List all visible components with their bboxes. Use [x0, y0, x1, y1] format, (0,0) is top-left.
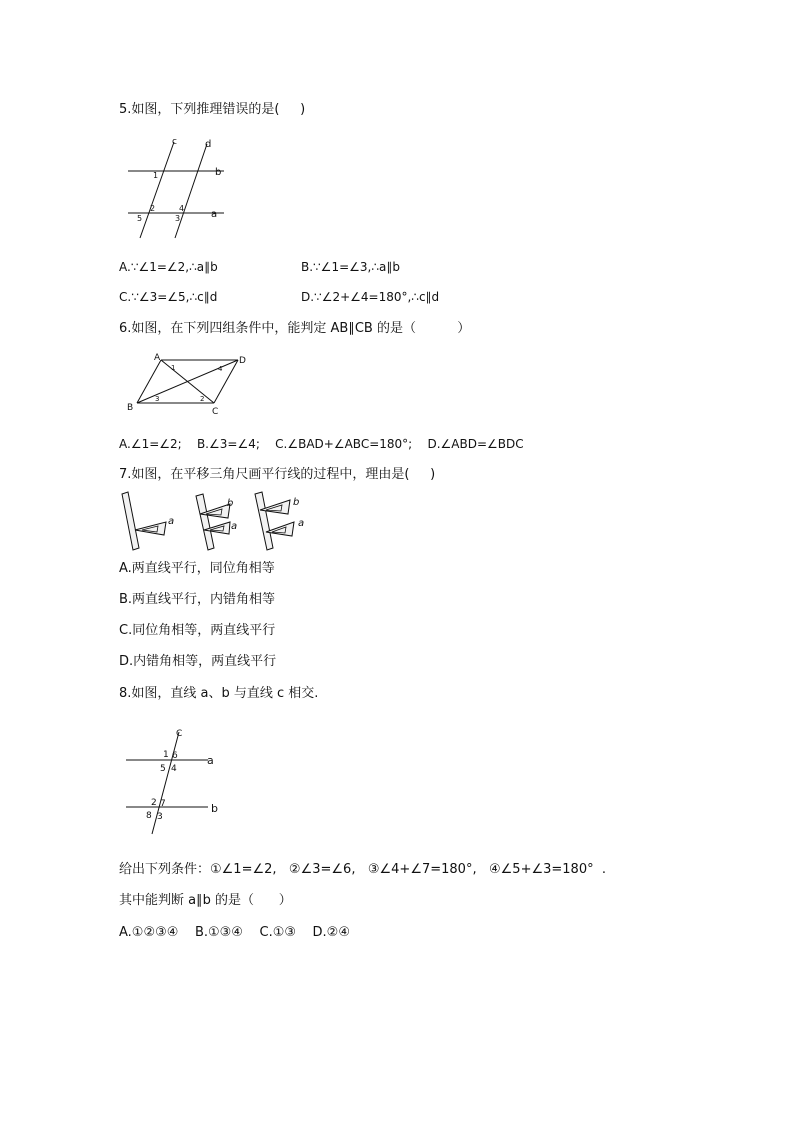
- q5-option-a: A.∵∠1=∠2,∴a∥b: [119, 260, 218, 274]
- q8-angle-4: 4: [171, 764, 177, 774]
- q8-angle-6: 6: [172, 751, 178, 761]
- q5-angle-1: 1: [153, 171, 159, 180]
- q6-angle-3: 3: [155, 395, 160, 403]
- q8-stem: 8.如图，直线 a、b 与直线 c 相交.: [119, 686, 319, 701]
- q7-ruler-2: [196, 494, 230, 550]
- q6-angle-2: 2: [200, 395, 205, 403]
- q7-option-a: A.两直线平行，同位角相等: [119, 561, 275, 576]
- q8-angle-2: 2: [151, 798, 157, 808]
- q8-angle-5: 5: [160, 764, 166, 774]
- q5-angle-2: 2: [150, 204, 156, 213]
- q8-angle-7: 7: [160, 799, 166, 809]
- q7-panel3-label-b: b: [293, 497, 300, 508]
- q6-options: A.∠1=∠2; B.∠3=∠4; C.∠BAD+∠ABC=180°; D.∠ABD=∠BDC: [119, 437, 524, 451]
- q5-figure: [120, 132, 230, 242]
- q6-label-a: A: [154, 353, 161, 363]
- q6-figure: [124, 350, 254, 420]
- q7-panel3-label-a: a: [298, 518, 305, 529]
- q8-conditions: 给出下列条件：①∠1=∠2, ②∠3=∠6, ③∠4+∠7=180°, ④∠5+∠3=180° .: [119, 862, 606, 877]
- q8-options: A.①②③④ B.①③④ C.①③ D.②④: [119, 925, 350, 940]
- q8-label-b: b: [211, 802, 218, 815]
- q7-ruler-3: [255, 492, 294, 550]
- q7-option-b: B.两直线平行，内错角相等: [119, 592, 276, 607]
- q7-stem: 7.如图，在平移三角尺画平行线的过程中，理由是( ): [119, 467, 436, 482]
- q5-angle-5: 5: [137, 214, 143, 223]
- q7-option-d: D.内错角相等，两直线平行: [119, 654, 277, 669]
- q5-label-d: d: [205, 139, 212, 150]
- q5-label-a: a: [211, 209, 218, 220]
- q7-panel2-label-b: b: [227, 498, 234, 509]
- q6-angle-4: 4: [218, 365, 223, 373]
- q7-option-c: C.同位角相等，两直线平行: [119, 623, 276, 638]
- q8-question: 其中能判断 a∥b 的是（ ）: [119, 893, 292, 908]
- q8-label-a: a: [207, 754, 214, 767]
- q5-angle-3: 3: [175, 214, 181, 223]
- q8-angle-3: 3: [157, 812, 163, 822]
- q8-angle-8: 8: [146, 811, 152, 821]
- q8-angle-1: 1: [163, 750, 169, 760]
- q5-angle-4: 4: [179, 204, 185, 213]
- q5-label-c: c: [172, 137, 177, 147]
- q6-stem: 6.如图，在下列四组条件中，能判定 AB∥CB 的是（ ）: [119, 321, 471, 336]
- q5-option-c: C.∵∠3=∠5,∴c∥d: [119, 290, 218, 304]
- q7-ruler-1: [122, 492, 166, 550]
- q7-panel2-label-a: a: [231, 521, 238, 532]
- q5-option-d: D.∵∠2+∠4=180°,∴c∥d: [301, 290, 440, 304]
- q5-stem: 5.如图，下列推理错误的是( ): [119, 102, 306, 117]
- q7-figure: [118, 490, 318, 552]
- q5-option-b: B.∵∠1=∠3,∴a∥b: [301, 260, 400, 274]
- q6-label-c: C: [212, 407, 219, 417]
- q8-figure: [120, 724, 230, 838]
- q6-angle-1: 1: [171, 364, 176, 372]
- q5-label-b: b: [215, 167, 222, 178]
- q7-panel1-label-a: a: [168, 516, 175, 527]
- q6-label-d: D: [239, 356, 246, 366]
- q6-label-b: B: [127, 403, 134, 413]
- q8-label-c: C: [176, 729, 183, 739]
